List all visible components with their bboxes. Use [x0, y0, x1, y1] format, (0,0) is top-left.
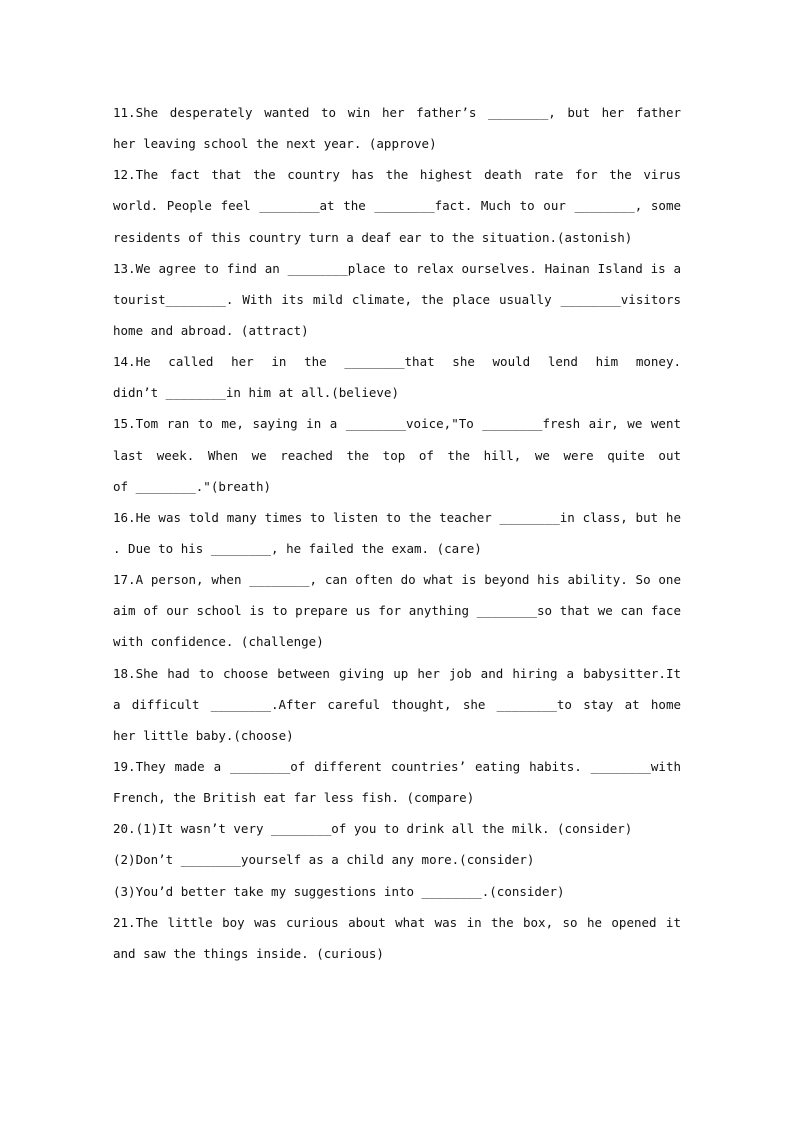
text-line: world. People feel ________at the ________fact. Much to our ________, some [113, 198, 681, 214]
text-line: her little baby.(choose) [113, 727, 294, 743]
text-line: didn’t ________in him at all.(believe) [113, 385, 399, 401]
text-line: 13.We agree to find an ________place to relax ourselves. Hainan Island is a [113, 260, 681, 276]
text-line: home and abroad. (attract) [113, 322, 309, 338]
text-line: 17.A person, when ________, can often do what is beyond his ability. So one [113, 572, 681, 588]
text-line: tourist________. With its mild climate, the place usually ________visitors [113, 291, 681, 307]
text-line: a difficult ________.After careful thought, she ________to stay at home [113, 696, 681, 712]
text-line: 15.Tom ran to me, saying in a ________voice,"To ________fresh air, we went [113, 416, 681, 432]
text-line: 19.They made a ________of different countries’ eating habits. ________with [113, 758, 681, 774]
text-line: 16.He was told many times to listen to the teacher ________in class, but he [113, 509, 681, 525]
text-line: of ________."(breath) [113, 478, 272, 494]
text-line: with confidence. (challenge) [113, 634, 324, 650]
text-line: her leaving school the next year. (approve) [113, 136, 437, 152]
text-line: 14.He called her in the ________that she would lend him money. [113, 354, 681, 370]
text-line: French, the British eat far less fish. (compare) [113, 790, 475, 806]
exercise-list [113, 97, 681, 969]
text-line: aim of our school is to prepare us for anything ________so that we can face [113, 603, 681, 619]
text-line: and saw the things inside. (curious) [113, 945, 384, 961]
text-line: (2)Don’t ________yourself as a child any more.(consider) [113, 852, 535, 868]
text-line: . Due to his ________, he failed the exam. (care) [113, 540, 482, 556]
text-line: 20.(1)It wasn’t very ________of you to drink all the milk. (consider) [113, 821, 633, 837]
text-line: 21.The little boy was curious about what was in the box, so he opened it [113, 914, 681, 930]
text-line: last week. When we reached the top of the hill, we were quite out [113, 447, 681, 463]
text-line: 11.She desperately wanted to win her father’s ________, but her father [113, 105, 681, 120]
text-line: 12.The fact that the country has the highest death rate for the virus [113, 167, 681, 183]
text-line: residents of this country turn a deaf ear to the situation.(astonish) [113, 229, 633, 245]
text-line: 18.She had to choose between giving up her job and hiring a babysitter.It [113, 665, 681, 681]
text-line: (3)You’d better take my suggestions into ________.(consider) [113, 883, 565, 899]
